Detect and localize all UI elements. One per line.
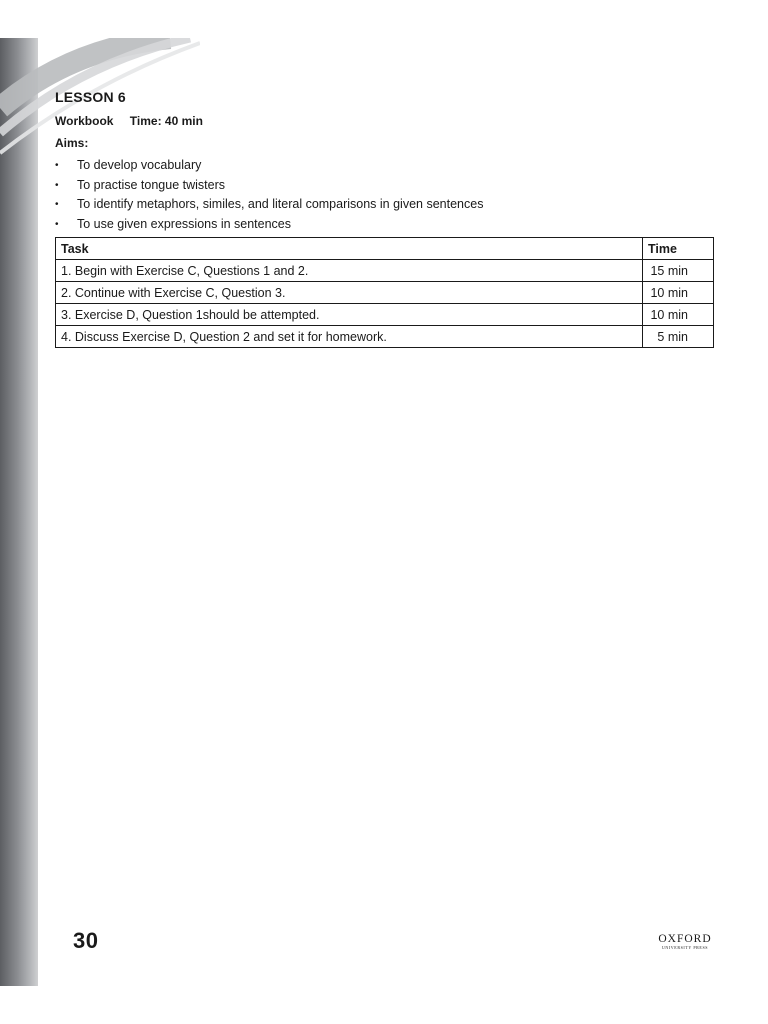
bullet-icon: • (55, 160, 59, 171)
time-cell: 10 min (643, 282, 714, 304)
workbook-label: Workbook (55, 114, 114, 128)
task-cell: 3. Exercise D, Question 1should be attempted. (56, 304, 643, 326)
time-cell: 15 min (643, 260, 714, 282)
task-cell: 2. Continue with Exercise C, Question 3. (56, 282, 643, 304)
task-cell: 1. Begin with Exercise C, Questions 1 and 2. (56, 260, 643, 282)
aim-item (55, 176, 483, 196)
document-page (0, 38, 768, 986)
bullet-icon: • (55, 179, 59, 191)
bullet-icon: • (55, 218, 59, 230)
time-cell: 5 min (643, 326, 714, 348)
aim-text: To practise tongue twisters (77, 177, 225, 192)
aim-text: To identify metaphors, similes, and literal comparisons in given sentences (77, 197, 484, 211)
task-cell: 4. Discuss Exercise D, Question 2 and set it for homework. (56, 326, 643, 348)
table-row (56, 326, 714, 348)
aims-heading: Aims: (55, 136, 89, 150)
aim-item (55, 195, 483, 215)
time-column-header: Time (643, 238, 714, 260)
decorative-side-bar (0, 38, 38, 986)
aim-text: To use given expressions in sentences (77, 216, 292, 231)
time-cell: 10 min (643, 304, 714, 326)
table-header-row (56, 238, 714, 260)
publisher-name: OXFORD (658, 933, 712, 945)
task-table (55, 237, 714, 348)
lesson-title: LESSON 6 (55, 89, 126, 105)
aims-list (55, 156, 483, 234)
aim-item (55, 156, 483, 176)
table-row (56, 304, 714, 326)
aim-text: To develop vocabulary (77, 158, 202, 172)
lesson-meta (55, 114, 203, 128)
table-row (56, 282, 714, 304)
table-row (56, 260, 714, 282)
time-label: Time: 40 min (129, 114, 203, 128)
page-number: 30 (73, 928, 99, 953)
aim-item (55, 215, 483, 235)
bullet-icon: • (55, 199, 59, 210)
publisher-subtitle: UNIVERSITY PRESS (661, 945, 709, 950)
publisher-logo (650, 933, 720, 951)
task-column-header: Task (56, 238, 643, 260)
